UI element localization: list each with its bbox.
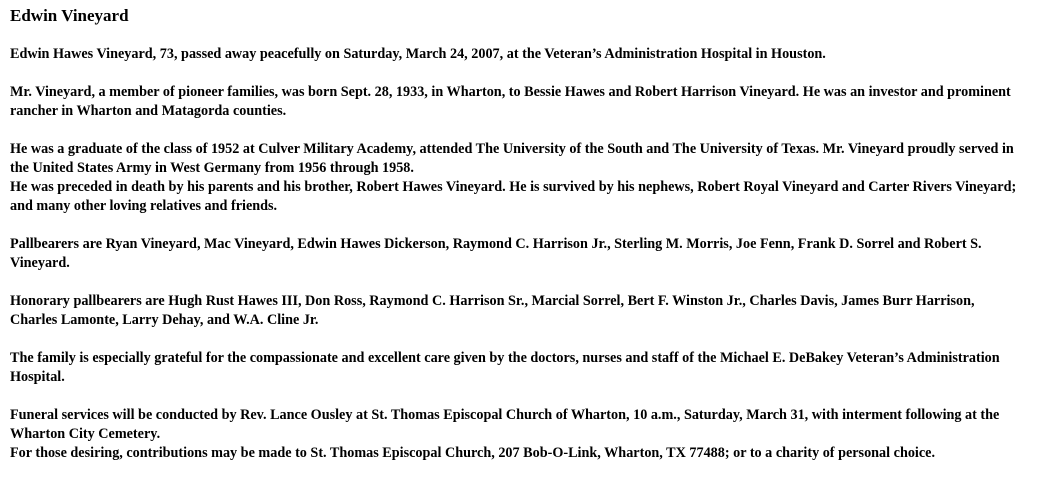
paragraph-contributions: For those desiring, contributions may be made to St. Thomas Episcopal Church, 207 Bob-O-Link, Wharton, TX 77488; or to a charity of personal choice. <box>10 445 936 461</box>
paragraph-honorary-pallbearers: Honorary pallbearers are Hugh Rust Hawes III, Don Ross, Raymond C. Harrison Sr., Marcial Sorrel, Bert F. Winston Jr., Charles Davis, James Burr Harrison, Charles Lamonte, Larry Dehay, and W.A. Cline Jr. <box>10 293 975 328</box>
paragraph-funeral-services: Funeral services will be conducted by Rev. Lance Ousley at St. Thomas Episcopal Church of Wharton, 10 a.m., Saturday, March 31, with interment following at the Wharton City Cemetery. <box>10 407 1000 442</box>
obituary-title: Edwin Vineyard <box>10 6 129 25</box>
paragraph-death-notice: Edwin Hawes Vineyard, 73, passed away peacefully on Saturday, March 24, 2007, at the Veteran’s Administration Hospital in Houston. <box>10 46 826 62</box>
paragraph-biography: Mr. Vineyard, a member of pioneer families, was born Sept. 28, 1933, in Wharton, to Bessie Hawes and Robert Harrison Vineyard. He was an investor and prominent rancher in Wharton and Matagorda counties. <box>10 84 1011 119</box>
paragraph-pallbearers: Pallbearers are Ryan Vineyard, Mac Vineyard, Edwin Hawes Dickerson, Raymond C. Harrison Jr., Sterling M. Morris, Joe Fenn, Frank D. Sorrel and Robert S. Vineyard. <box>10 236 982 271</box>
paragraph-education-service: He was a graduate of the class of 1952 at Culver Military Academy, attended The University of the South and The University of Texas. Mr. Vineyard proudly served in the United States Army in West Germany from 1956 through 1958. <box>10 141 1014 176</box>
paragraph-gratitude: The family is especially grateful for the compassionate and excellent care given by the doctors, nurses and staff of the Michael E. DeBakey Veteran’s Administration Hospital. <box>10 350 1000 385</box>
paragraph-family: He was preceded in death by his parents and his brother, Robert Hawes Vineyard. He is survived by his nephews, Robert Royal Vineyard and Carter Rivers Vineyard; and many other loving relatives and friends. <box>10 179 1017 214</box>
